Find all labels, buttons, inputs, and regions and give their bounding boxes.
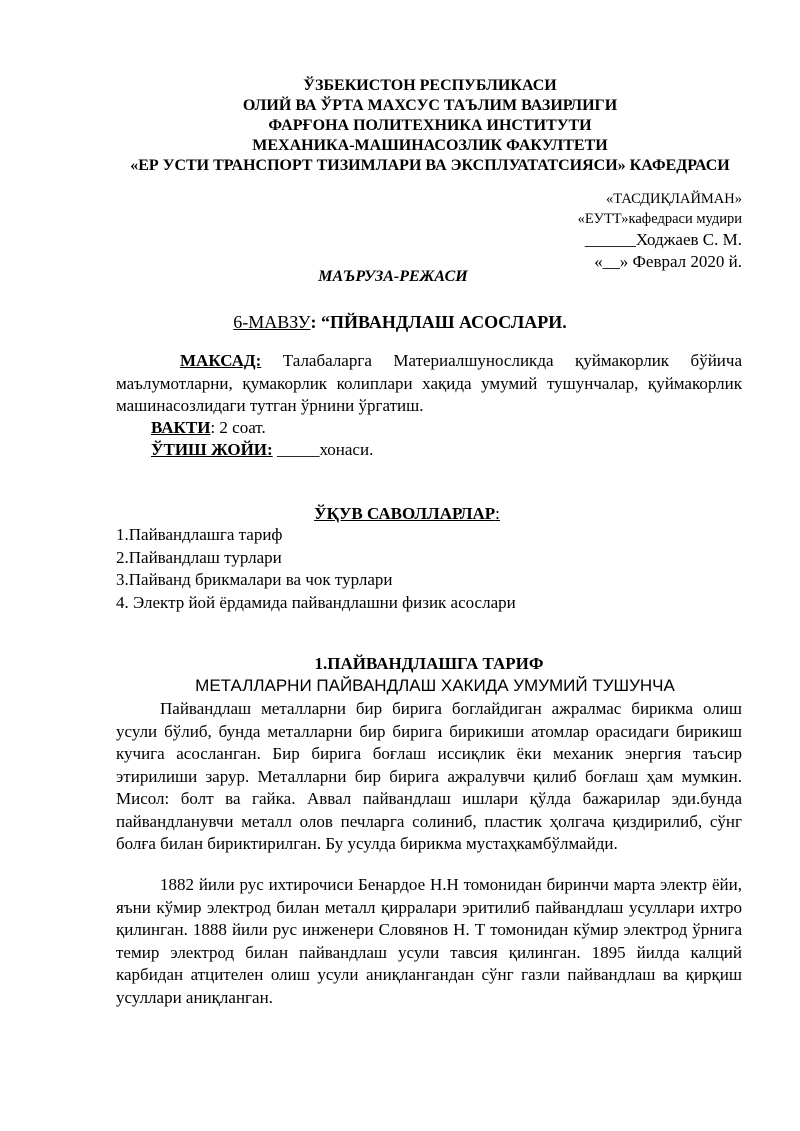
aim-label: МАКСАД: (180, 351, 262, 370)
header-line-faculty: МЕХАНИКА-МАШИНАСОЗЛИК ФАКУЛТЕТИ (252, 137, 608, 154)
time-line (151, 417, 266, 439)
approval-block (578, 189, 742, 273)
section-paragraph-2: 1882 йили рус ихтирочиси Бенардое Н.Н томонидан биринчи марта электр ёйи, яъни кўмир электрод билан металл қирралари эритилиб пайвандлаш усуллари ихтро қилинган. 1888 йили рус инженери Словянов Н. Т томонидан кўмир электрод ўрнига темир электрод билан пайвандлаш усули тавсия қилинган. 1895 йилда калций карбидан атцителен олиш усули аниқлангандан сўнг газли пайвандлаш ва қирқиш усуллари аниқланган. (116, 875, 742, 1007)
question-item-4: 4. Электр йой ёрдамида пайвандлашни физик асослари (116, 592, 516, 612)
approval-date: «__» Феврал 2020 й. (594, 252, 742, 271)
time-label: ВАКТИ (151, 418, 211, 437)
lecture-plan-title: МАЪРУЗА-РЕЖАСИ (318, 268, 468, 285)
question-item-3: 3.Пайванд брикмалари ва чок турлари (116, 570, 393, 589)
topic-title: “ПЙВАНДЛАШ АСОСЛАРИ. (321, 312, 567, 332)
place-value: _____хонаси. (272, 440, 374, 459)
approval-heading: «ТАСДИҚЛАЙМАН» (606, 191, 742, 207)
place-line (151, 439, 373, 461)
approval-signature: ______Ходжаев С. М. (584, 230, 742, 249)
question-item-1: 1.Пайвандлашга тариф (116, 525, 283, 544)
aim-text: Талабаларга Материалшуносликда қуймакорлик бўйича маълумотларни, қумакорлик колиплари хақида умумий тушунчалар, қуймакорлик машинасозлидаги тутган ўрнини ўргатиш. (116, 351, 742, 415)
time-value: : 2 соат. (210, 418, 266, 437)
questions-title-colon: : (495, 504, 500, 523)
section-paragraph-1: Пайвандлаш металларни бир бирига боглайдиган ажралмас бирикма олиш усули бўлиб, бунда металларни бир бирига бирикиши атомлар орасидаги бирикиш кучига асосланган. Бир бирига боғлаш иссиқлик ёки механик энергия таъсир этирилиши зарур. Металларни бир бирига ажралувчи қилиб боғлаш ҳам мумкин. Мисол: болт ва гайка. Аввал пайвандлаш ишлари қўлда бажарилар эди.бунда пайвандланувчи металл олов печларга солиниб, пластик ҳолгача қиздирилиб, сўнг болға билан бириктирилган. Бу усулда бирикма мустаҳкамбўлмайди. (116, 699, 742, 853)
header-line-republic: ЎЗБЕКИСТОН РЕСПУБЛИКАСИ (303, 77, 557, 94)
topic-number: 6-МАВЗУ (233, 312, 311, 332)
topic-heading (0, 312, 800, 333)
approval-position: «ЕУТТ»кафедраси мудири (577, 211, 742, 227)
header-line-institute: ФАРҒОНА ПОЛИТЕХНИКА ИНСТИТУТИ (268, 117, 592, 134)
section-title: 1.ПАЙВАНДЛАШГА ТАРИФ (314, 654, 544, 673)
questions-list (116, 524, 516, 614)
header-line-department: «ЕР УСТИ ТРАНСПОРТ ТИЗИМЛАРИ ВА ЭКСПЛУАТАТСИЯСИ» КАФЕДРАСИ (130, 157, 730, 174)
header-line-ministry: ОЛИЙ ВА ЎРТА МАХСУС ТАЪЛИМ ВАЗИРЛИГИ (242, 97, 618, 114)
place-label: ЎТИШ ЖОЙИ: (151, 440, 273, 459)
document-header (60, 76, 800, 176)
aim-paragraph (116, 350, 742, 418)
question-item-2: 2.Пайвандлаш турлари (116, 547, 282, 567)
section-subtitle: МЕТАЛЛАРНИ ПАЙВАНДЛАШ ХАКИДА УМУМИЙ ТУШУНЧА (195, 676, 675, 695)
topic-separator: : (310, 312, 322, 332)
questions-title (0, 504, 800, 524)
questions-title-text: ЎҚУВ САВОЛЛАРЛАР (314, 504, 496, 523)
